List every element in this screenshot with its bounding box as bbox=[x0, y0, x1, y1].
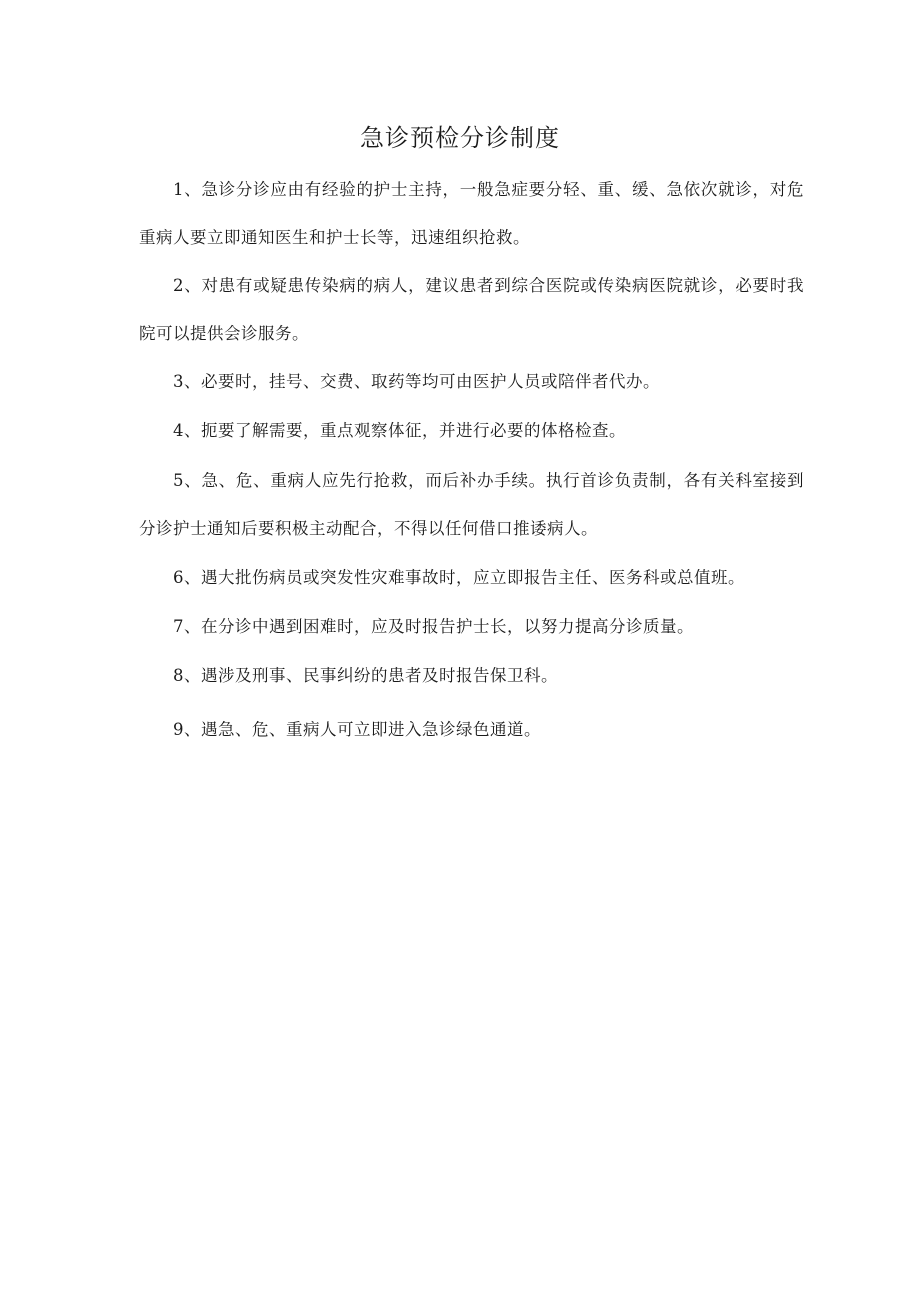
rule-paragraph-6: 6、遇大批伤病员或突发性灾难事故时，应立即报告主任、医务科或总值班。 bbox=[173, 568, 745, 587]
document-title: 急诊预检分诊制度 bbox=[360, 124, 560, 152]
rule-paragraph-2: 2、对患有或疑患传染病的病人，建议患者到综合医院或传染病医院就诊，必要时我院可以提供会诊服务。 bbox=[139, 276, 804, 343]
rule-paragraph-1: 1、急诊分诊应由有经验的护士主持，一般急症要分轻、重、缓、急依次就诊，对危重病人要立即通知医生和护士长等，迅速组织抢救。 bbox=[139, 180, 804, 247]
rule-paragraph-4: 4、扼要了解需要，重点观察体征，并进行必要的体格检查。 bbox=[173, 421, 626, 440]
rule-paragraph-5: 5、急、危、重病人应先行抢救，而后补办手续。执行首诊负责制，各有关科室接到分诊护士通知后要积极主动配合，不得以任何借口推诿病人。 bbox=[139, 471, 804, 538]
rule-paragraph-3: 3、必要时，挂号、交费、取药等均可由医护人员或陪伴者代办。 bbox=[173, 372, 660, 391]
rule-paragraph-8: 8、遇涉及刑事、民事纠纷的患者及时报告保卫科。 bbox=[173, 666, 558, 685]
rule-paragraph-9: 9、遇急、危、重病人可立即进入急诊绿色通道。 bbox=[173, 720, 541, 739]
rule-paragraph-7: 7、在分诊中遇到困难时，应及时报告护士长，以努力提高分诊质量。 bbox=[173, 617, 694, 636]
